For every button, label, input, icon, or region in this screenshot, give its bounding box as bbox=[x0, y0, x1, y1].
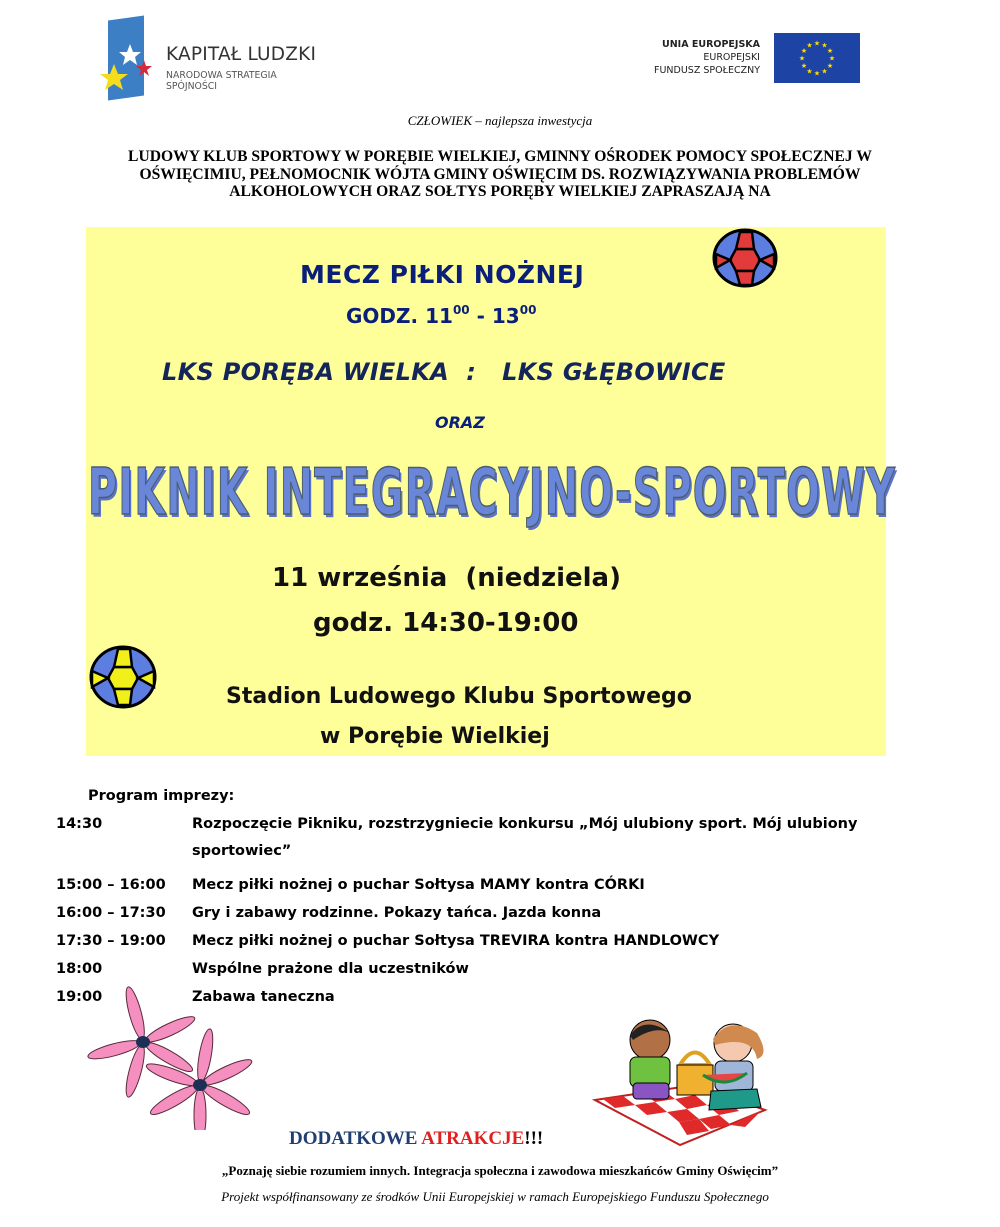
program-time: 16:00 – 17:30 bbox=[56, 905, 166, 921]
program-desc-cont: sportowiec” bbox=[192, 843, 292, 859]
match-end-hour: 13 bbox=[491, 304, 520, 328]
cofinancing-note: Projekt współfinansowany ze środków Unii Europejskiej w ramach Europejskiego Funduszu Społecznego bbox=[221, 1189, 769, 1204]
eu-star: ★ bbox=[798, 54, 806, 63]
venue-line2: w Porębie Wielkiej bbox=[320, 724, 550, 749]
teams: LKS PORĘBA WIELKA : LKS GŁĘBOWICE bbox=[162, 358, 726, 386]
eu-line1: UNIA EUROPEJSKA bbox=[662, 39, 760, 50]
motto: CZŁOWIEK – najlepsza inwestycja bbox=[407, 113, 593, 128]
picnic-title: PIKNIK INTEGRACYJNO-SPORTOWY bbox=[88, 456, 897, 530]
organizers-text: LUDOWY KLUB SPORTOWY W PORĘBIE WIELKIEJ, GMINNY OŚRODEK POMOCY SPOŁECZNEJ W OŚWIĘCIMIU, PEŁNOMOCNIK WÓJTA GMINY OŚWIĘCIM DS. ROZWIĄZYWANIA PROBLEMÓW ALKOHOLOWYCH ORAZ SOŁTYS PORĘBY WIELKIEJ ZAPRASZAJĄ NA bbox=[128, 148, 872, 201]
program-desc: Wspólne prażone dla uczestników bbox=[192, 961, 469, 977]
eu-star: ★ bbox=[806, 67, 813, 76]
eu-star: ★ bbox=[813, 69, 821, 78]
event-hours: godz. 14:30-19:00 bbox=[313, 608, 579, 638]
eu-star: ★ bbox=[821, 67, 828, 76]
program-time: 15:00 – 16:00 bbox=[56, 877, 166, 893]
stars-icon bbox=[100, 14, 160, 100]
program-desc: Rozpoczęcie Pikniku, rozstrzygniecie konkursu „Mój ulubiony sport. Mój ulubiony bbox=[192, 816, 858, 832]
program-desc: Zabawa taneczna bbox=[192, 989, 335, 1005]
eu-star: ★ bbox=[813, 39, 821, 48]
kapital-ludzki-subtitle: NARODOWA STRATEGIA SPÓJNOŚCI bbox=[166, 70, 277, 92]
yellow-blue-ball-icon bbox=[88, 645, 158, 709]
eu-star: ★ bbox=[806, 41, 813, 50]
match-end-min: 00 bbox=[519, 303, 537, 317]
extra-part2: ATRAKCJE bbox=[421, 1128, 525, 1149]
eu-line3: FUNDUSZ SPOŁECZNY bbox=[654, 65, 760, 76]
program-desc: Mecz piłki nożnej o puchar Sołtysa TREVIRA kontra HANDLOWCY bbox=[192, 933, 720, 949]
match-time-prefix: GODZ. bbox=[346, 304, 426, 328]
match-sep: - bbox=[469, 304, 492, 328]
extra-attractions bbox=[289, 1128, 543, 1150]
eu-star: ★ bbox=[800, 62, 808, 70]
program-time: 18:00 bbox=[56, 961, 103, 977]
kapital-ludzki-logo bbox=[100, 14, 330, 100]
program-time: 19:00 bbox=[56, 989, 103, 1005]
kapital-ludzki-title: KAPITAŁ LUDZKI bbox=[166, 44, 317, 65]
eu-star: ★ bbox=[826, 47, 834, 55]
program-heading: Program imprezy: bbox=[88, 788, 235, 804]
program-time: 17:30 – 19:00 bbox=[56, 933, 166, 949]
eu-star: ★ bbox=[821, 41, 828, 50]
eu-line2: EUROPEJSKI bbox=[703, 52, 760, 63]
extra-part3: !!! bbox=[524, 1128, 544, 1149]
venue-line1: Stadion Ludowego Klubu Sportowego bbox=[226, 684, 692, 709]
extra-part1: DODATKOWE bbox=[289, 1128, 422, 1149]
eu-logo bbox=[630, 30, 860, 86]
eu-stars-icon bbox=[774, 33, 860, 83]
event-date: 11 września (niedziela) bbox=[272, 563, 621, 593]
eu-star: ★ bbox=[826, 62, 834, 70]
match-start-hour: 11 bbox=[425, 304, 453, 328]
program-desc: Gry i zabawy rodzinne. Pokazy tańca. Jazda konna bbox=[192, 905, 602, 921]
program-time: 14:30 bbox=[56, 816, 103, 832]
eu-star: ★ bbox=[828, 54, 836, 63]
eu-star: ★ bbox=[800, 47, 808, 55]
project-name: „Poznaję siebie rozumiem innych. Integracja społeczna i zawodowa mieszkańców Gminy Oświęcim” bbox=[221, 1163, 779, 1178]
oraz-label: ORAZ bbox=[435, 413, 485, 432]
match-start-min: 00 bbox=[452, 303, 470, 317]
match-time bbox=[346, 303, 536, 328]
eu-flag-icon bbox=[774, 33, 860, 83]
picnic-kids-clipart-icon bbox=[585, 1015, 780, 1150]
red-blue-ball-icon bbox=[712, 228, 778, 288]
flowers-icon bbox=[80, 985, 260, 1130]
program-desc: Mecz piłki nożnej o puchar Sołtysa MAMY kontra CÓRKI bbox=[192, 877, 645, 893]
match-title: MECZ PIŁKI NOŻNEJ bbox=[300, 260, 585, 289]
